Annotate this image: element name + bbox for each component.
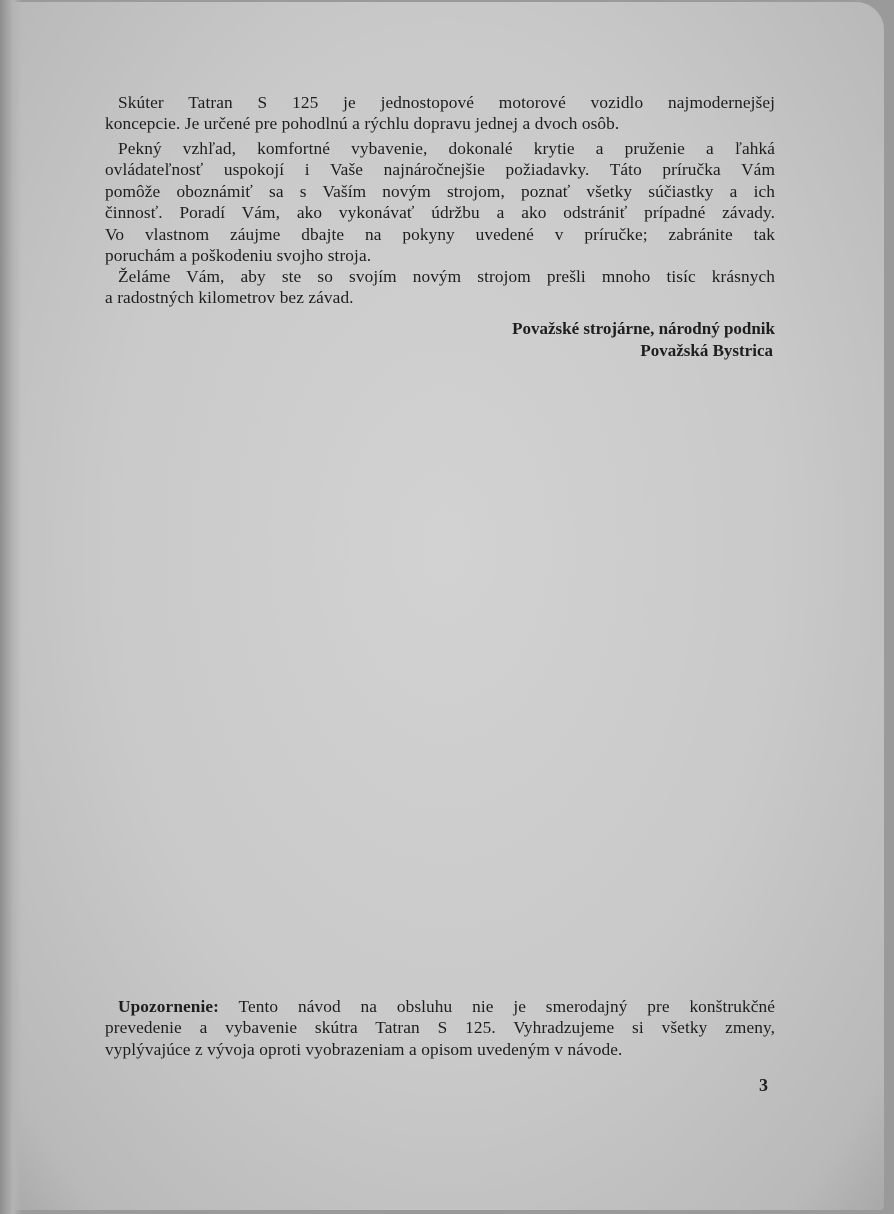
text-line: prevedenie a vybavenie skútra Tatran S 125. Vyhradzujeme si všetky zmeny,	[105, 1018, 775, 1038]
signature-location: Považská Bystrica	[640, 341, 773, 360]
notice-label: Upozornenie:	[118, 997, 220, 1016]
signature-company: Považské strojárne, národný podnik	[512, 319, 775, 338]
text-line: poruchám a poškodeniu svojho stroja.	[105, 245, 372, 265]
notice-text: Tento návod na obsluhu nie je smerodajný pre konštrukčné	[238, 997, 776, 1016]
signature	[512, 318, 775, 362]
text-line: ovládateľnosť uspokojí i Vaše najnáročnejšie požiadavky. Táto príručka Vám	[105, 160, 775, 180]
text-line: Vo vlastnom záujme dbajte na pokyny uvedené v príručke; zabránite tak	[105, 224, 775, 244]
page-number: 3	[759, 1075, 768, 1095]
text-line: Pekný vzhľad, komfortné vybavenie, dokonalé krytie a pruženie a ľahká	[118, 139, 775, 158]
intro-paragraph-2	[105, 138, 775, 266]
intro-paragraph-1	[105, 92, 775, 135]
text-line: pomôže oboznámiť sa s Vaším novým strojom, poznať všetky súčiastky a ich	[105, 181, 775, 201]
text-line	[105, 996, 775, 1017]
text-line: Želáme Vám, aby ste so svojím novým strojom prešli mnoho tisíc krásnych	[118, 267, 775, 286]
text-line: koncepcie. Je určené pre pohodlnú a rýchlu dopravu jednej a dvoch osôb.	[105, 114, 620, 134]
text-line: a radostných kilometrov bez závad.	[105, 288, 354, 308]
text-line: Skúter Tatran S 125 je jednostopové motorové vozidlo najmodernejšej	[118, 93, 775, 112]
notice	[105, 996, 775, 1060]
text-line: vyplývajúce z vývoja oproti vyobrazeniam a opisom uvedeným v návode.	[105, 1039, 623, 1059]
page-binding	[0, 0, 22, 1214]
intro-paragraph-3	[105, 266, 775, 309]
text-line: činnosť. Poradí Vám, ako vykonávať údržbu a ako odstrániť prípadné závady.	[105, 203, 775, 223]
